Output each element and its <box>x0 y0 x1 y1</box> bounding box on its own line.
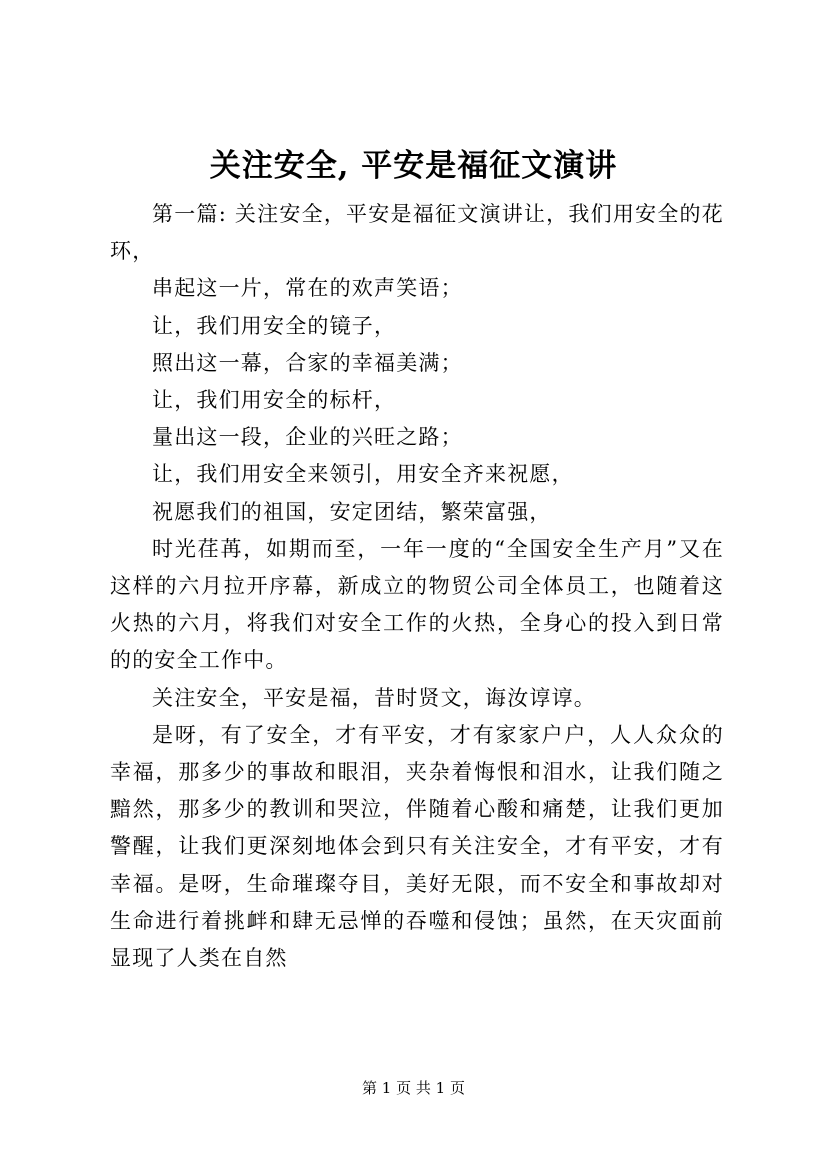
paragraph: 时光荏苒，如期而至，一年一度的“全国安全生产月”又在这样的六月拉开序幕，新成立的物贸公司全体员工，也随着这火热的六月，将我们对安全工作的火热，全身心的投入到日常的的安全工作中。 <box>110 536 724 673</box>
paragraph: 关注安全，平安是福，昔时贤文，诲汝谆谆。 <box>152 685 596 710</box>
page-footer <box>0 1078 827 1098</box>
paragraph: 是呀，有了安全，才有平安，才有家家户户，人人众众的幸福，那多少的事故和眼泪，夹杂着悔恨和泪水，让我们随之黯然，那多少的教训和哭泣，伴随着心酸和痛楚，让我们更加警醒，让我们更深刻地体会到只有关注安全，才有平安，才有幸福。是呀，生命璀璨夺目，美好无限，而不安全和事故却对生命进行着挑衅和肆无忌惮的吞噬和侵蚀；虽然，在天灾面前显现了人类在自然 <box>110 722 724 971</box>
paragraph: 让，我们用安全的标杆， <box>152 388 397 413</box>
paragraph: 祝愿我们的祖国，安定团结，繁荣富强， <box>152 499 552 524</box>
paragraph: 第一篇: 关注安全，平安是福征文演讲让，我们用安全的花环， <box>110 202 724 264</box>
document-title: 关注安全, 平安是福征文演讲 <box>209 148 618 184</box>
paragraph: 串起这一片，常在的欢声笑语； <box>152 276 463 301</box>
paragraph: 照出这一幕，合家的幸福美满； <box>152 350 463 375</box>
document-body <box>110 196 724 977</box>
paragraph: 让，我们用安全来领引，用安全齐来祝愿， <box>152 462 574 487</box>
paragraph: 量出这一段，企业的兴旺之路； <box>152 425 463 450</box>
page-number: 第 1 页 共 1 页 <box>362 1079 465 1097</box>
paragraph: 让，我们用安全的镜子， <box>152 313 397 338</box>
